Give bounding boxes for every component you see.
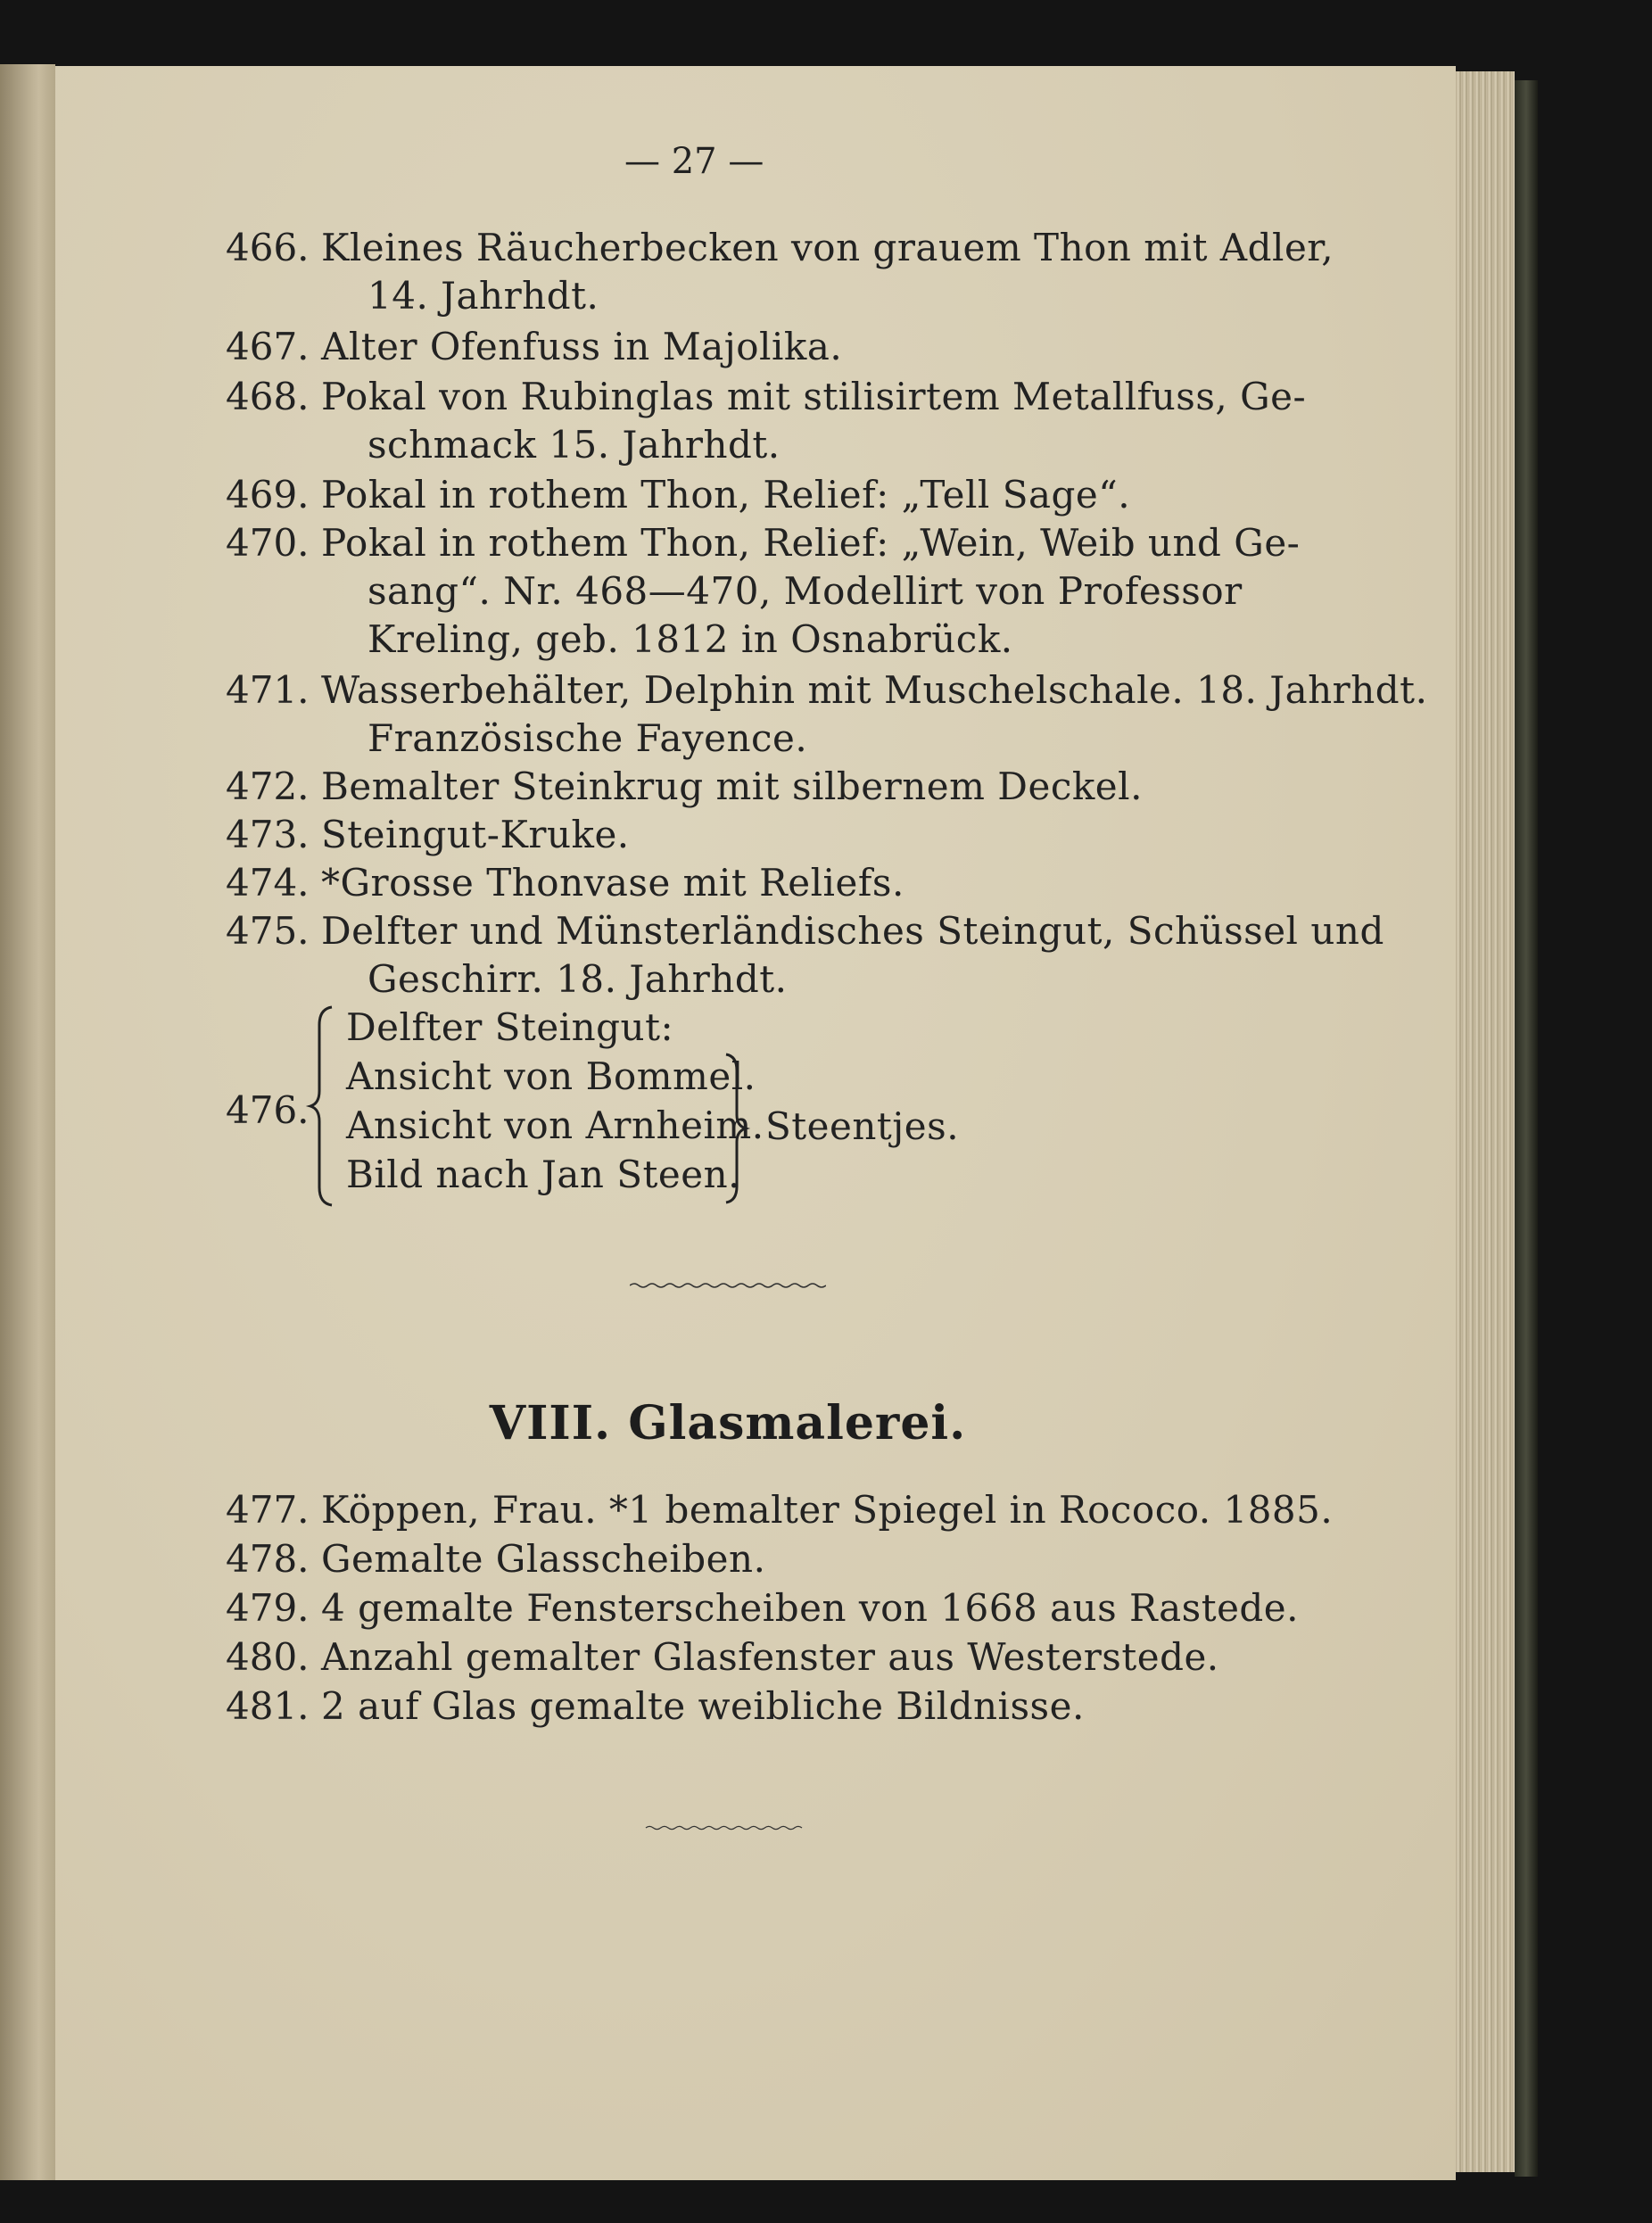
entry-line: Wasserbehälter, Delphin mit Muschelschale. 18. Jahrhdt.: [321, 668, 1428, 712]
entry-number: 476.: [226, 1088, 310, 1132]
entry-line: Kleines Räucherbecken von grauem Thon mit Adler,: [321, 226, 1334, 269]
entry-number: 467.: [226, 325, 310, 368]
entry-line: sang“. Nr. 468—470, Modellirt von Professor: [368, 569, 1243, 613]
entry-line: Geschirr. 18. Jahrhdt.: [368, 957, 788, 1001]
entry-line: Kreling, geb. 1812 in Osnabrück.: [368, 617, 1013, 661]
page-number: — 27 —: [624, 141, 764, 182]
entry-number: 472.: [226, 764, 310, 808]
entry-number: 481.: [226, 1684, 310, 1728]
entry-number: 475.: [226, 909, 310, 953]
entry-number: 466.: [226, 226, 310, 269]
entry-number: 469.: [226, 473, 310, 516]
entry-line: Bemalter Steinkrug mit silbernem Deckel.: [321, 764, 1143, 808]
entry-line: Anzahl gemalter Glasfenster aus Westerstede.: [321, 1635, 1219, 1679]
entry-line: Alter Ofenfuss in Majolika.: [321, 325, 843, 368]
entry-number: 480.: [226, 1635, 310, 1679]
entry-line: Delfter und Münsterländisches Steingut, Schüssel und: [321, 909, 1384, 953]
left-brace-icon: [305, 1004, 341, 1209]
group-item: Ansicht von Arnheim.: [346, 1103, 764, 1147]
wavy-divider-bottom-icon: [630, 1823, 822, 1832]
entry-line: *Grosse Thonvase mit Reliefs.: [321, 861, 904, 905]
entry-number: 478.: [226, 1537, 310, 1581]
group-item: Bild nach Jan Steen.: [346, 1153, 741, 1196]
entry-number: 471.: [226, 668, 310, 712]
entry-line: Pokal von Rubinglas mit stilisirtem Metallfuss, Ge-: [321, 375, 1307, 418]
entry-line: Pokal in rothem Thon, Relief: „Wein, Weib und Ge-: [321, 521, 1301, 565]
entry-line: 4 gemalte Fensterscheiben von 1668 aus Rastede.: [321, 1586, 1300, 1630]
entry-line: Französische Fayence.: [368, 716, 808, 760]
group-title: Delfter Steingut:: [346, 1005, 674, 1049]
entry-number: 477.: [226, 1488, 310, 1532]
entry-line: Köppen, Frau. *1 bemalter Spiegel in Rococo. 1885.: [321, 1488, 1334, 1532]
book-cover-edge: [1515, 80, 1538, 2177]
entry-number: 474.: [226, 861, 310, 905]
group-item: Ansicht von Bommel.: [346, 1054, 756, 1098]
entry-line: schmack 15. Jahrhdt.: [368, 423, 781, 467]
entry-number: 470.: [226, 521, 310, 565]
entry-line: Pokal in rothem Thon, Relief: „Tell Sage“.: [321, 473, 1131, 516]
section-heading: VIII. Glasmalerei.: [489, 1396, 967, 1450]
entry-line: Steingut-Kruke.: [321, 813, 630, 856]
entry-number: 473.: [226, 813, 310, 856]
wavy-divider-icon: [630, 1281, 826, 1290]
entry-number: 468.: [226, 375, 310, 418]
group-label: Steentjes.: [765, 1104, 960, 1148]
page-edges: [1456, 71, 1515, 2172]
entry-number: 479.: [226, 1586, 310, 1630]
entry-line: 14. Jahrhdt.: [368, 274, 599, 318]
entry-line: Gemalte Glasscheiben.: [321, 1537, 766, 1581]
right-brace-icon: [721, 1051, 753, 1206]
entry-line: 2 auf Glas gemalte weibliche Bildnisse.: [321, 1684, 1085, 1728]
left-page-edge: [0, 64, 55, 2180]
